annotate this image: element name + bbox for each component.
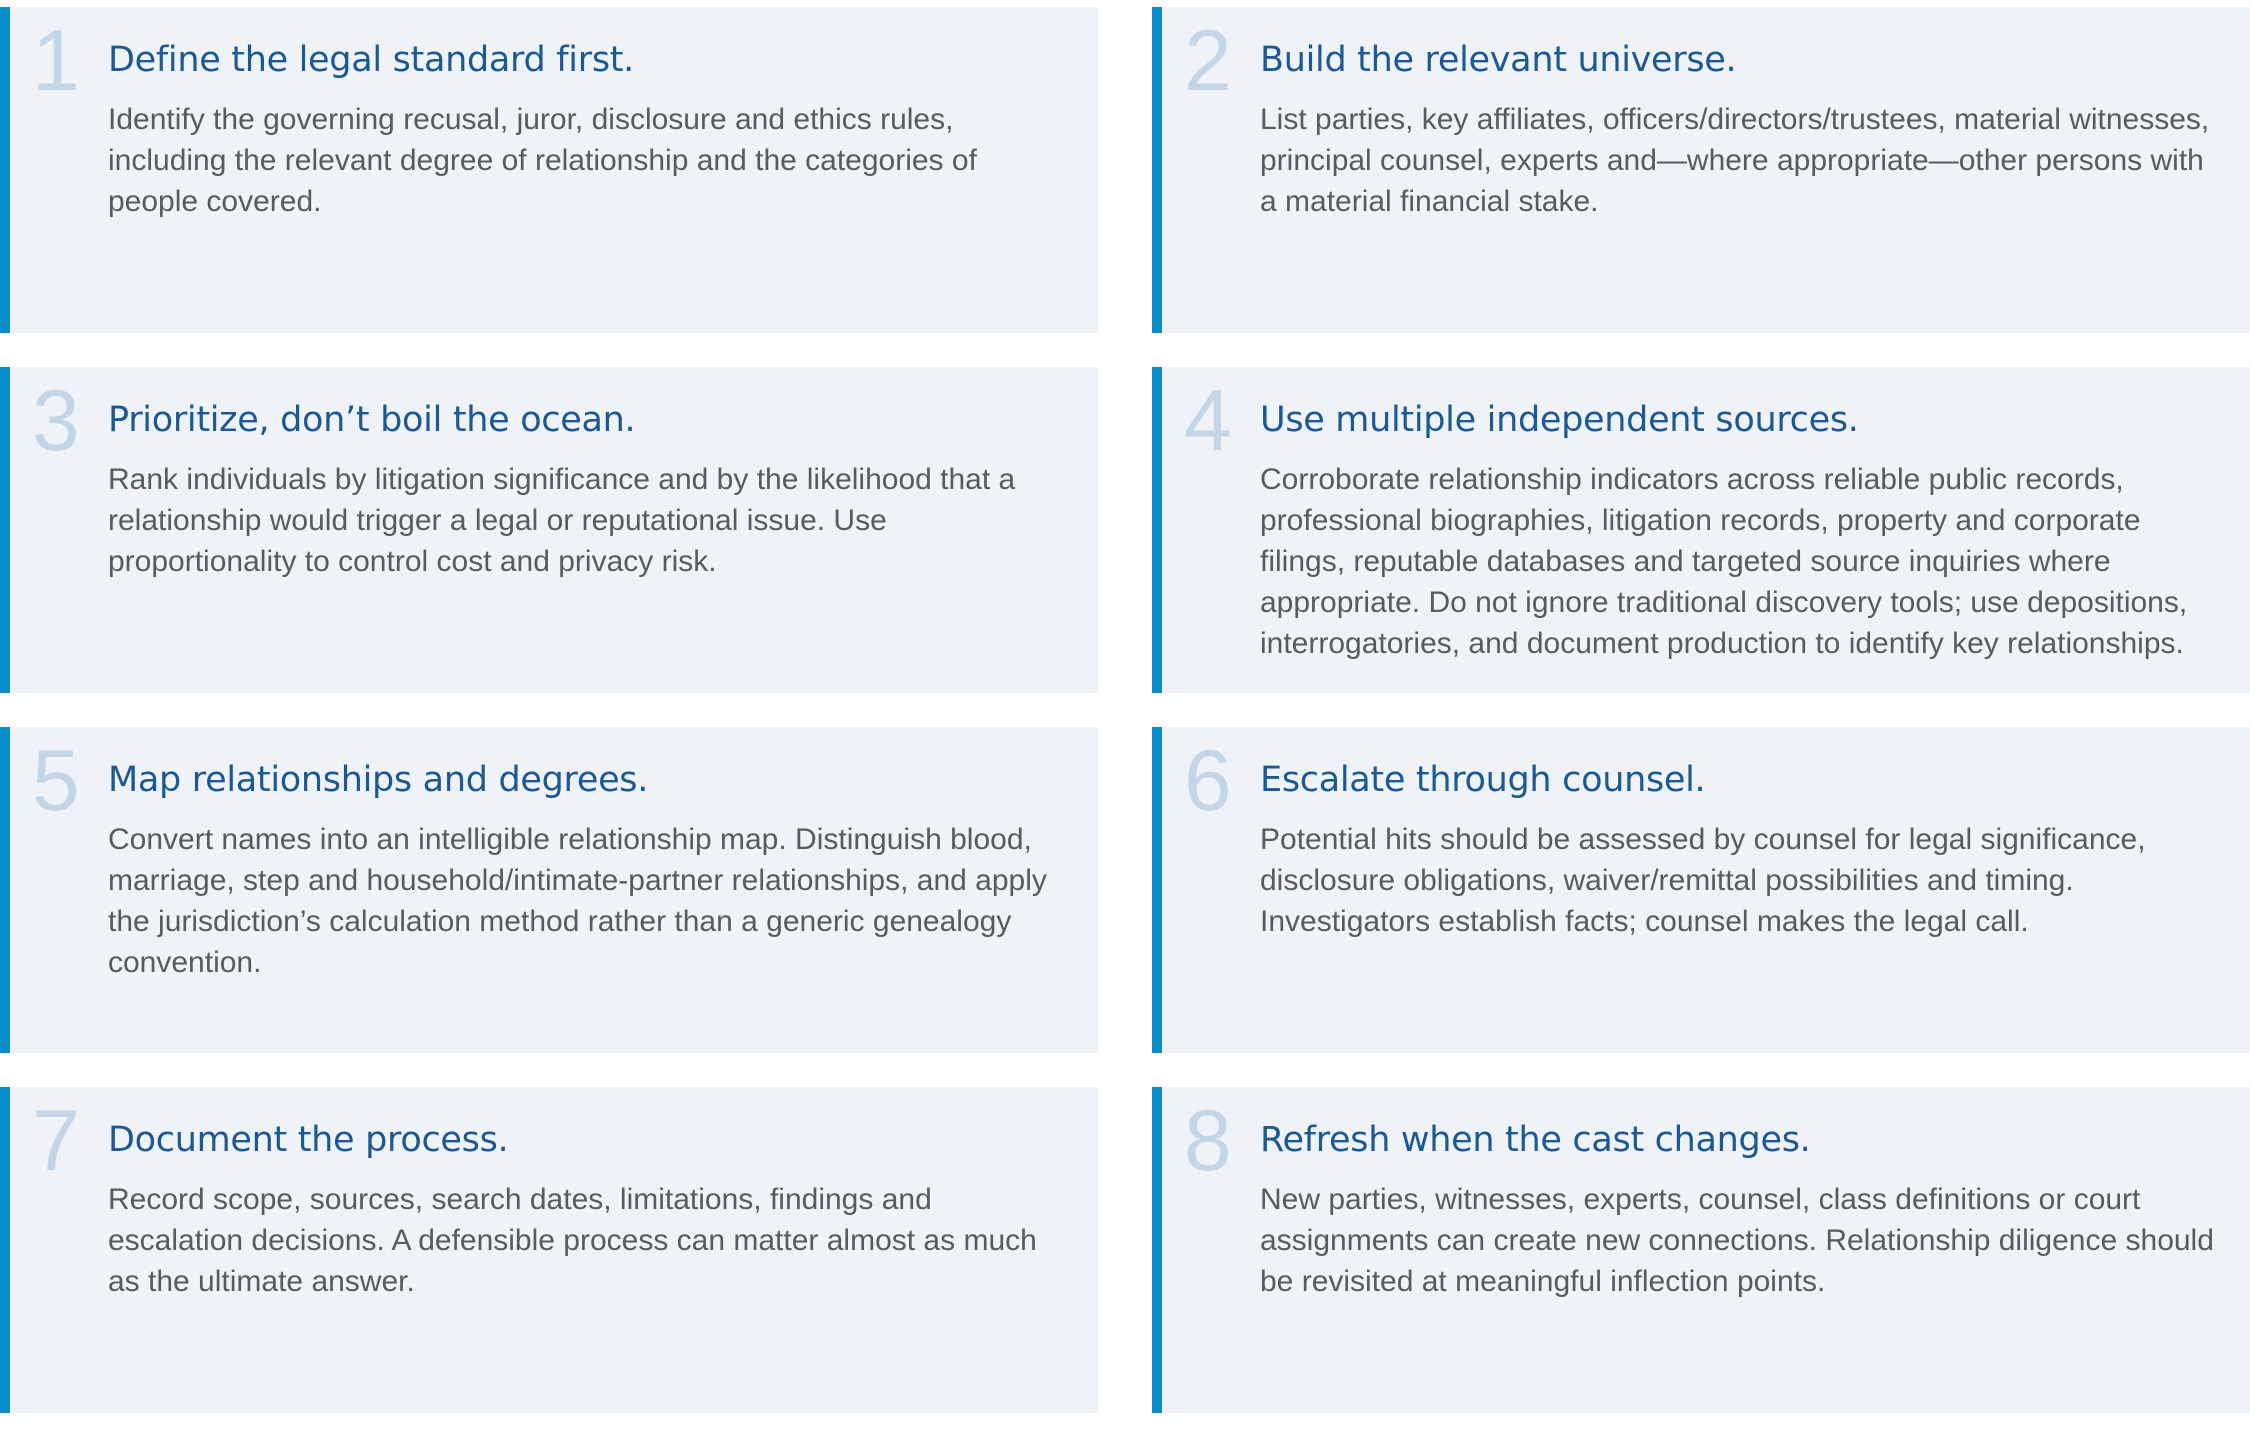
step-title: Document the process. xyxy=(108,1120,509,1160)
step-description: Corroborate relationship indicators across reliable public records, professional biographies, litigation records, property and corporate filings, reputable databases and targeted source inquiries where appropriate. Do not ignore traditional discovery tools; use depositions, interrogatories, and document production to identify key relationships. xyxy=(1260,463,2188,660)
step-card-5 xyxy=(0,727,1098,1053)
steps-grid xyxy=(0,7,2250,1413)
step-number: 8 xyxy=(1184,1093,1232,1189)
step-description: Rank individuals by litigation significance and by the likelihood that a relationship would trigger a legal or reputational issue. Use proportionality to control cost and privacy risk. xyxy=(108,463,1016,578)
step-number: 3 xyxy=(32,373,80,469)
step-number: 2 xyxy=(1184,13,1232,109)
step-card-8 xyxy=(1152,1087,2250,1413)
step-card-4 xyxy=(1152,367,2250,693)
step-number: 1 xyxy=(32,13,80,109)
step-description: List parties, key affiliates, officers/directors/trustees, material witnesses, principal counsel, experts and—where appropriate—other persons with a material financial stake. xyxy=(1260,103,2210,218)
step-number: 6 xyxy=(1184,733,1232,829)
step-title: Use multiple independent sources. xyxy=(1260,400,1859,440)
step-description: Potential hits should be assessed by counsel for legal significance, disclosure obligations, waiver/remittal possibilities and timing. Investigators establish facts; counsel makes the legal call. xyxy=(1260,823,2146,938)
step-number: 4 xyxy=(1184,373,1232,469)
step-title: Prioritize, don’t boil the ocean. xyxy=(108,400,636,440)
step-title: Refresh when the cast changes. xyxy=(1260,1120,1811,1160)
step-description: Record scope, sources, search dates, limitations, findings and escalation decisions. A defensible process can matter almost as much as the ultimate answer. xyxy=(108,1183,1037,1298)
step-title: Escalate through counsel. xyxy=(1260,760,1706,800)
step-description: Identify the governing recusal, juror, disclosure and ethics rules, including the relevant degree of relationship and the categories of people covered. xyxy=(108,103,977,218)
step-card-7 xyxy=(0,1087,1098,1413)
step-description: Convert names into an intelligible relationship map. Distinguish blood, marriage, step and household/intimate-partner relationships, and apply the jurisdiction’s calculation method rather than a generic genealogy convention. xyxy=(108,823,1047,979)
step-number: 7 xyxy=(32,1093,80,1189)
step-card-2 xyxy=(1152,7,2250,333)
step-description: New parties, witnesses, experts, counsel, class definitions or court assignments can create new connections. Relationship diligence should be revisited at meaningful inflection points. xyxy=(1260,1183,2214,1298)
step-card-1 xyxy=(0,7,1098,333)
step-title: Define the legal standard first. xyxy=(108,40,634,80)
step-title: Build the relevant universe. xyxy=(1260,40,1737,80)
step-title: Map relationships and degrees. xyxy=(108,760,649,800)
step-number: 5 xyxy=(32,733,80,829)
step-card-3 xyxy=(0,367,1098,693)
step-card-6 xyxy=(1152,727,2250,1053)
